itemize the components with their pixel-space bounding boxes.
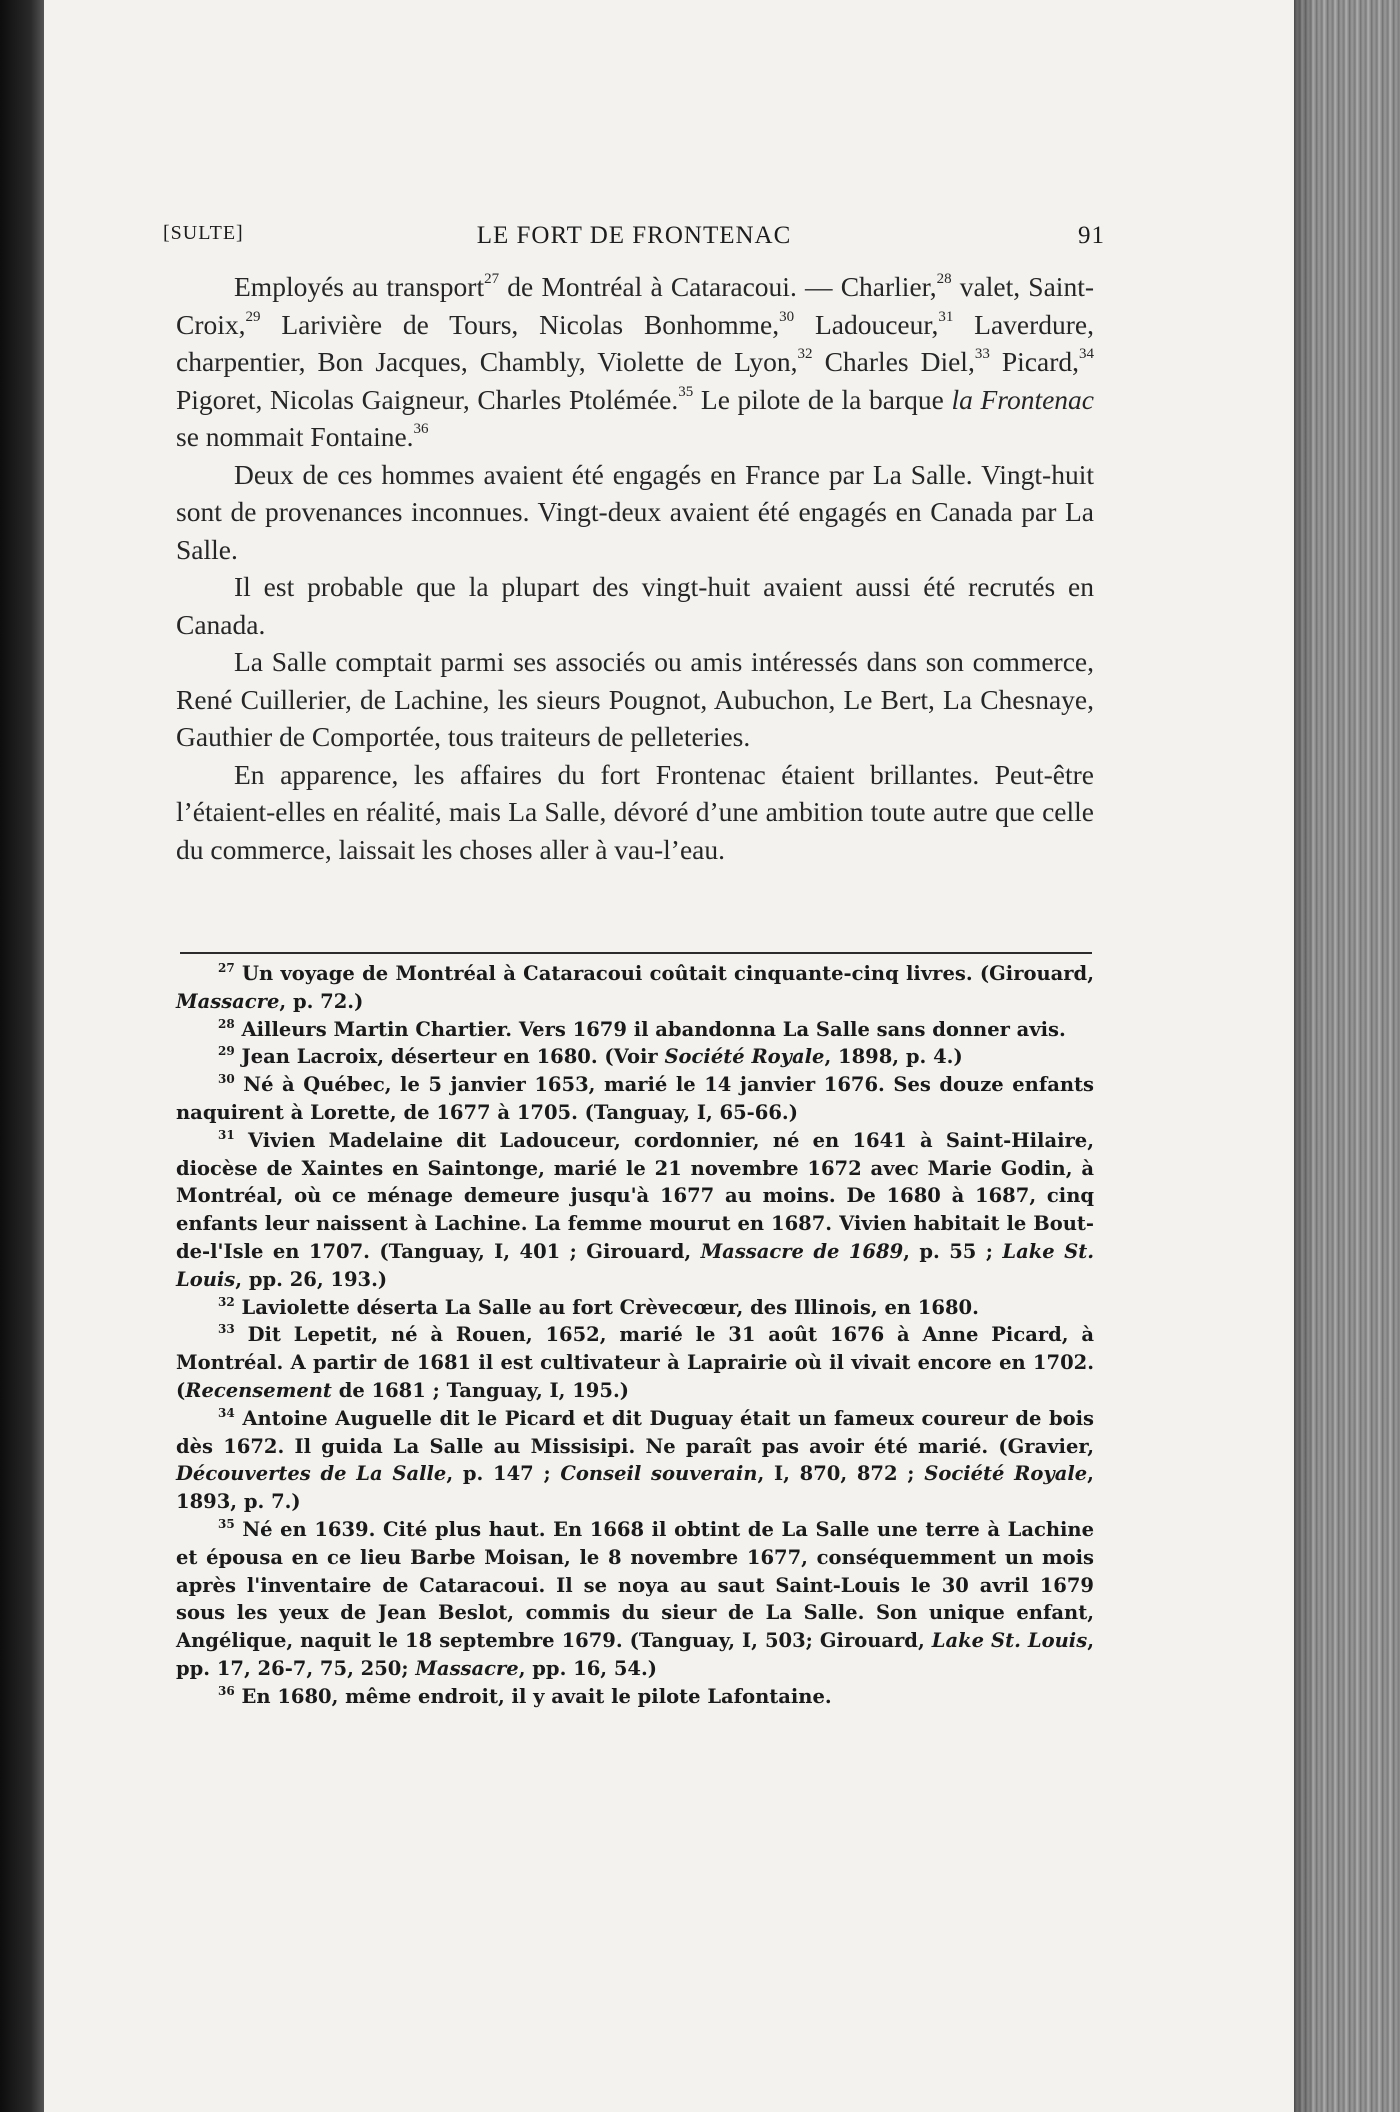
footnote-text: , p. 72.) xyxy=(279,989,364,1013)
footnote-ref[interactable]: 27 xyxy=(484,271,500,287)
paragraph-deux-hommes: Deux de ces hommes avaient été engagés en France par La Salle. Vingt-huit sont de provenances inconnues. Vingt-deux avaient été engagés en Canada par La Salle. xyxy=(176,458,1094,565)
paragraph-probable: Il est probable que la plupart des vingt-huit avaient aussi été recrutés en Canada. xyxy=(176,571,1094,640)
citation-title: Massacre xyxy=(415,1656,519,1680)
footnote-ref[interactable]: 30 xyxy=(779,308,795,325)
paragraph-associes: La Salle comptait parmi ses associés ou amis intéressés dans son commerce, René Cuillerier, de Lachine, les sieurs Pougnot, Aubuchon, Le Bert, La Chesnaye, Gauthier de Comportée, tous traiteurs de pelleteries. xyxy=(176,646,1094,752)
footnote-ref[interactable]: 29 xyxy=(245,308,261,325)
citation-title: Recensement xyxy=(185,1378,332,1402)
footnote-number: 35 xyxy=(218,1516,235,1531)
footnote-33 xyxy=(176,1321,1094,1404)
footnote-number: 31 xyxy=(218,1127,235,1142)
footnote-number: 30 xyxy=(218,1072,235,1087)
footnote-ref[interactable]: 28 xyxy=(936,271,952,287)
footnote-text: Laviolette déserta La Salle au fort Crèvecœur, des Illinois, en 1680. xyxy=(241,1295,979,1319)
footnote-text: Né en 1639. Cité plus haut. En 1668 il obtint de La Salle une terre à Lachine et épousa en ce lieu Barbe Moisan, le 8 novembre 1677, conséquemment un mois après l'inventaire de Cataracoui. Il se noya au saut Saint-Louis le 30 avril 1679 sous les yeux de Jean Beslot, commis du sieur de La Salle. Son unique enfant, Angélique, naquit le 18 septembre 1679. (Tanguay, I, 503; Girouard, xyxy=(176,1517,1094,1653)
footnote-ref[interactable]: 33 xyxy=(974,346,990,362)
citation-title: Société Royale xyxy=(664,1045,825,1069)
citation-title: Conseil souverain xyxy=(560,1462,758,1486)
footnote-rule xyxy=(180,952,1092,954)
footnote-number: 33 xyxy=(218,1322,235,1337)
footnote-text: , 1893, p. 7.) xyxy=(176,1462,1094,1514)
footnote-number: 34 xyxy=(218,1405,235,1420)
book-page xyxy=(44,0,1294,2112)
scan-left-edge xyxy=(0,0,44,2112)
footnote-text: , pp. 16, 54.) xyxy=(518,1656,658,1680)
footnote-31 xyxy=(176,1127,1094,1294)
footnote-36 xyxy=(176,1683,1094,1711)
footnote-number: 29 xyxy=(218,1044,235,1059)
footnote-text: , p. 147 ; xyxy=(446,1462,561,1486)
citation-title: Société Royale xyxy=(924,1462,1088,1486)
footnote-number: 27 xyxy=(218,961,235,975)
page-number: 91 xyxy=(1078,222,1105,249)
citation-title: Lake St. Louis xyxy=(931,1629,1088,1653)
footnote-ref[interactable]: 31 xyxy=(938,308,954,325)
running-title: LE FORT DE FRONTENAC xyxy=(476,222,792,249)
footnote-ref[interactable]: 36 xyxy=(413,421,429,437)
footnote-34 xyxy=(176,1405,1094,1516)
footnote-text: , I, 870, 872 ; xyxy=(757,1462,925,1486)
citation-title: Massacre de 1689 xyxy=(700,1239,904,1263)
footnote-ref[interactable]: 34 xyxy=(1078,346,1094,362)
citation-title: Découvertes de La Salle xyxy=(176,1462,447,1486)
footnote-number: 32 xyxy=(218,1294,235,1309)
footnote-ref[interactable]: 32 xyxy=(797,346,813,362)
footnote-text: Un voyage de Montréal à Cataracoui coûtait cinquante-cinq livres. (Girouard, xyxy=(242,962,1094,985)
paragraph-apparence: En apparence, les affaires du fort Frontenac étaient brillantes. Peut-être l’étaient-elles en réalité, mais La Salle, dévoré d’une ambition toute autre que celle du commerce, laissait les choses aller à vau-l’eau. xyxy=(176,758,1094,865)
footnote-text: de 1681 ; Tanguay, I, 195.) xyxy=(331,1378,629,1402)
footnote-ref[interactable]: 35 xyxy=(678,383,694,400)
footnote-text: Antoine Auguelle dit le Picard et dit Duguay était un fameux coureur de bois dès 1672. Il guida La Salle au Missisipi. Ne paraît pas avoir été marié. (Gravier, xyxy=(176,1406,1095,1458)
footnote-text: Dit Lepetit, né à Rouen, 1652, marié le 31 août 1676 à Anne Picard, à Montréal. A partir de 1681 il est cultivateur à Laprairie où il vivait encore en 1702. ( xyxy=(176,1323,1095,1402)
footnote-text: , 1898, p. 4.) xyxy=(824,1045,963,1069)
citation-title: Lake St. Louis xyxy=(176,1239,1094,1291)
footnote-text: Ailleurs Martin Chartier. Vers 1679 il abandonna La Salle sans donner avis. xyxy=(241,1017,1066,1041)
footnote-28 xyxy=(176,1016,1094,1044)
footnote-number: 28 xyxy=(218,1016,235,1031)
footnote-text: Jean Lacroix, déserteur en 1680. (Voir xyxy=(241,1045,665,1069)
footnote-32 xyxy=(176,1294,1094,1322)
main-text xyxy=(176,268,1094,868)
footnote-text: , p. 55 ; xyxy=(903,1239,1003,1263)
citation-title: Massacre xyxy=(176,989,280,1013)
footnote-text: Né à Québec, le 5 janvier 1653, marié le 14 janvier 1676. Ses douze enfants naquirent à Lorette, de 1677 à 1705. (Tanguay, I, 65-66.) xyxy=(176,1073,1094,1124)
paragraph-employes: Employés au transport$^{27}$ de Montréal à Cataracoui. — Charlier,$^{28}$ valet, Saint-Croix,$^{29}$ Larivière de Tours, Nicolas Bonhomme,$^{30}$ Ladouceur,$^{31}$ Laverdure, charpentier, Bon Jacques, Chambly, Violette de Lyon,$^{32}$ Charles Diel,$^{33}$ Picard,$^{34}$ Pigoret, Nicolas Gaigneur, Charles Ptolémée.$^{35}$ Le pilote de la barque la Frontenac se nommait Fontaine.$^{36}$ xyxy=(176,271,1095,452)
footnote-text: Vivien Madelaine dit Ladouceur, cordonnier, né en 1641 à Saint-Hilaire, diocèse de Xaintes en Saintonge, marié le 21 novembre 1672 avec Marie Godin, à Montréal, où ce ménage demeure jusqu'à 1677 au moins. De 1680 à 1687, cinq enfants leur naissent à Lachine. La femme mourut en 1687. Vivien habitait le Bout-de-l'Isle en 1707. (Tanguay, I, 401 ; Girouard, xyxy=(176,1128,1094,1263)
footnote-text: En 1680, même endroit, il y avait le pilote Lafontaine. xyxy=(241,1684,832,1708)
footnote-35 xyxy=(176,1516,1094,1683)
footnote-number: 36 xyxy=(218,1683,235,1698)
footnote-text: , pp. 17, 26-7, 75, 250; xyxy=(176,1629,1094,1680)
footnote-29 xyxy=(176,1043,1094,1071)
running-header xyxy=(163,222,1105,258)
footnote-30 xyxy=(176,1071,1094,1127)
section-tag: [SULTE] xyxy=(163,222,244,244)
gutter-shadow xyxy=(1294,0,1316,2112)
footnote-text: , pp. 26, 193.) xyxy=(235,1267,388,1291)
footnote-27 xyxy=(176,960,1094,1016)
footnotes xyxy=(176,960,1094,1711)
